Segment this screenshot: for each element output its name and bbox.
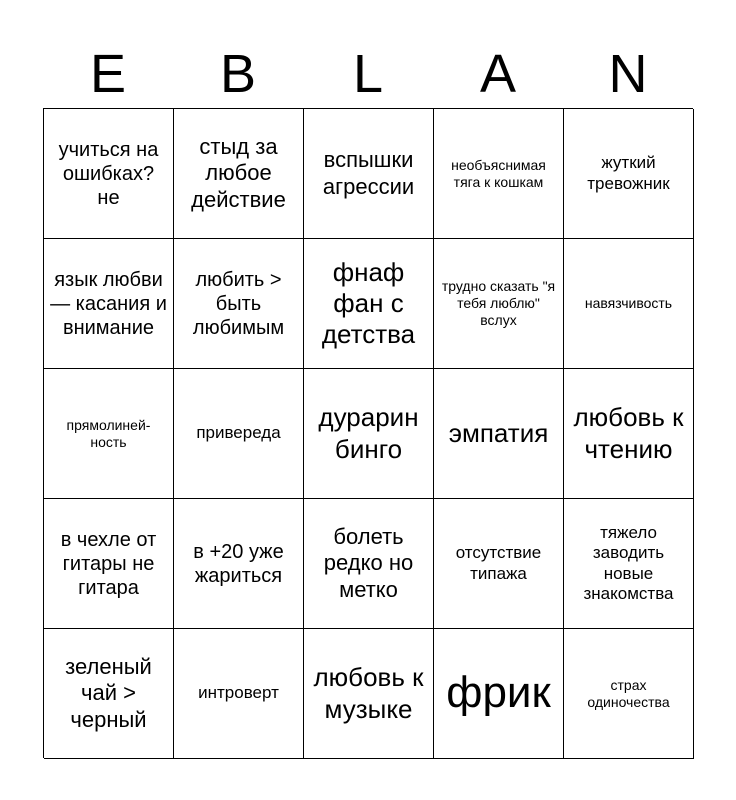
bingo-cell-text: интроверт [198,683,279,703]
bingo-cell[interactable] [434,239,564,369]
bingo-cell[interactable] [564,499,694,629]
bingo-cell-text: необъяснимая тяга к кошкам [451,156,546,190]
bingo-cell[interactable] [304,369,434,499]
header-letter-n: N [608,44,648,104]
header-letter-b: B [219,44,257,104]
bingo-cell-text: навязчивость [584,295,673,312]
bingo-cell-text: вспышки агрессии [322,147,415,199]
bingo-cell[interactable] [434,629,564,759]
bingo-header [43,40,693,108]
bingo-cell-text: в чехле от гитары не гитара [60,528,157,599]
bingo-cell-text: фнаф фан с детства [321,256,416,350]
bingo-cell-text: стыд за любое действие [191,133,286,212]
bingo-cell-text: прямолиней-ность [66,416,151,450]
bingo-cell-text: дурарин бинго [318,402,419,464]
bingo-cell-text: любить > быть любимым [192,268,285,339]
bingo-cell[interactable] [304,109,434,239]
bingo-cell[interactable] [44,499,174,629]
bingo-cell-text: трудно сказать "я тебя люблю" вслух [441,278,556,328]
header-letter-a: A [479,44,517,104]
bingo-cell[interactable] [174,499,304,629]
bingo-cell-text: болеть редко но метко [323,523,414,602]
bingo-cell-text: жуткий тревожник [587,153,670,193]
header-letter-e: E [89,44,127,104]
bingo-cell-text: язык любви — касания и внимание [50,268,167,339]
bingo-cell-text: любовь к музыке [313,662,424,724]
bingo-cell[interactable] [564,369,694,499]
bingo-cell-text: любовь к чтению [573,402,684,464]
bingo-cell[interactable] [434,499,564,629]
bingo-cell[interactable] [174,629,304,759]
bingo-cell[interactable] [304,499,434,629]
bingo-cell[interactable] [564,239,694,369]
bingo-cell-text: привереда [196,423,281,443]
bingo-cell[interactable] [44,109,174,239]
bingo-cell-text: отсутствие типажа [455,543,542,583]
bingo-cell-text: в +20 уже жариться [193,540,284,587]
bingo-cell[interactable] [304,239,434,369]
bingo-cell[interactable] [174,369,304,499]
bingo-cell-text: зеленый чай > черный [65,653,152,732]
bingo-cell-text: страх одиночества [587,676,670,710]
bingo-cell[interactable] [174,109,304,239]
bingo-cell-text: фрик [446,668,551,718]
bingo-cell[interactable] [44,369,174,499]
bingo-cell[interactable] [434,369,564,499]
bingo-cell[interactable] [564,109,694,239]
bingo-grid [43,108,693,758]
bingo-cell[interactable] [434,109,564,239]
bingo-cell-text: эмпатия [448,417,549,448]
bingo-cell[interactable] [44,629,174,759]
bingo-cell[interactable] [44,239,174,369]
bingo-cell[interactable] [174,239,304,369]
header-letter-l: L [352,44,384,104]
bingo-cell-text: тяжело заводить новые знакомства [583,522,674,603]
bingo-cell[interactable] [304,629,434,759]
bingo-cell-text: учиться на ошибках? не [58,138,159,209]
bingo-cell[interactable] [564,629,694,759]
